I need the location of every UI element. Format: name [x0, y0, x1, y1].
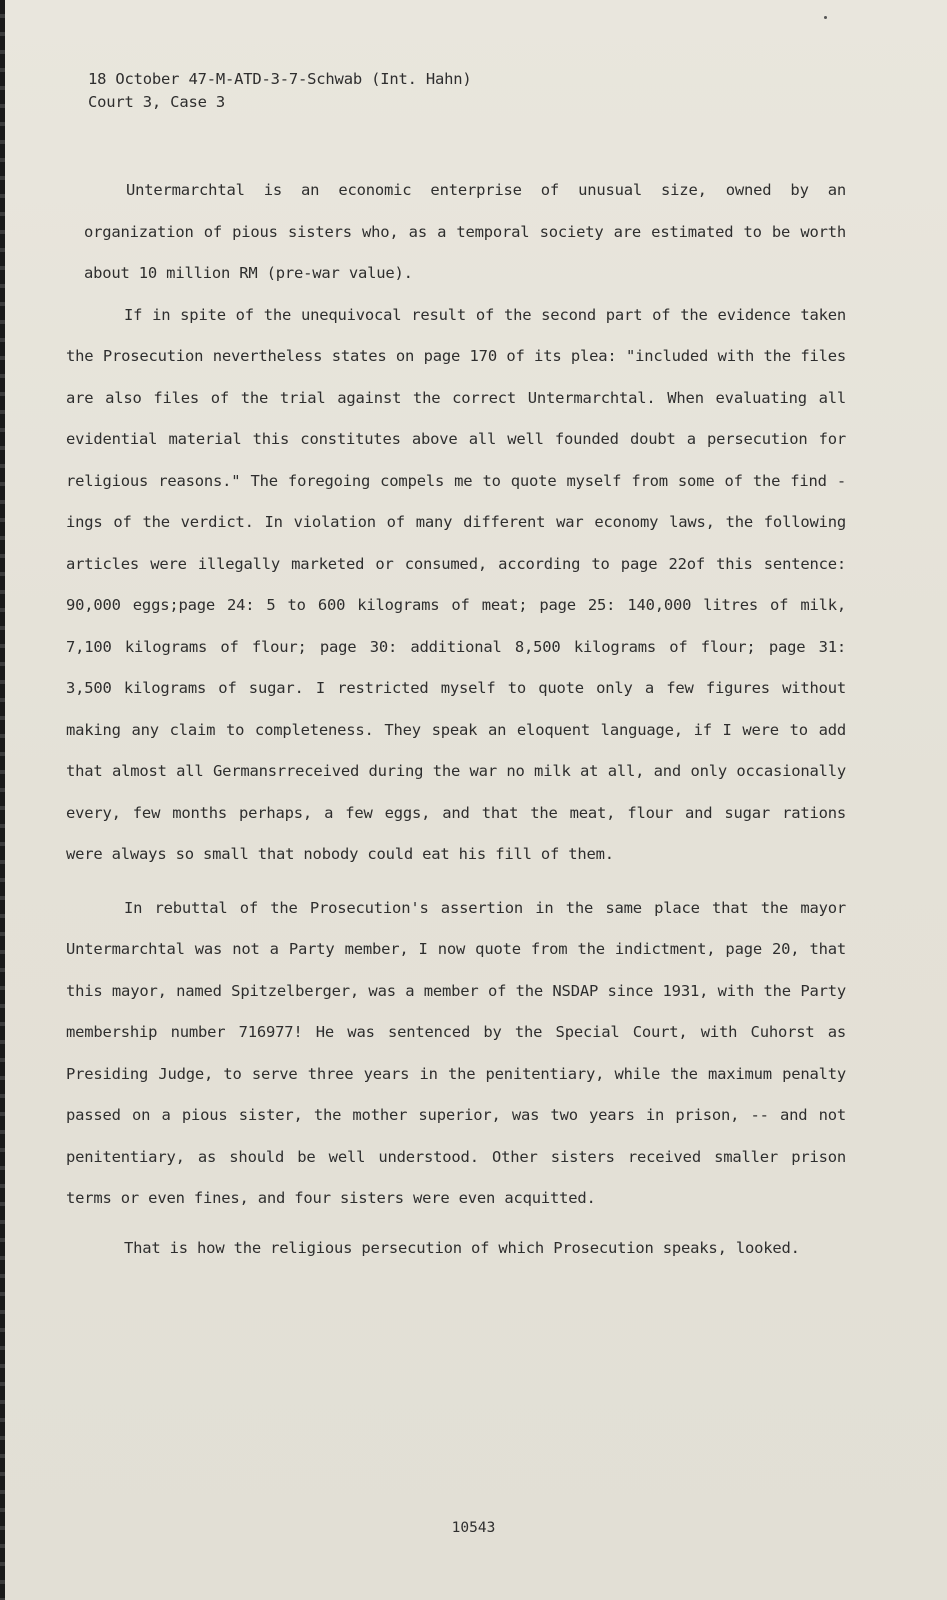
paragraph-untermarchtal: Untermarchtal is an economic enterprise of unusual size, owned by an organization of pious sisters who, as a temporal society are estimated to be worth about 10 million RM (pre-war value). [84, 181, 846, 282]
paragraph-rebuttal: In rebuttal of the Prosecution's assertion in the same place that the mayor Untermarchtal was not a Party member, I now quote from the indictment, page 20, that this mayor, named Spitzelberger, was a member of the NSDAP since 1931, with the Party membership number 716977! He was sentenced by the Special Court, with Cuhorst as Presiding Judge, to serve three years in the penitentiary, while the maximum penalty passed on a pious sister, the mother superior, was two years in prison, -- and not penitentiary, as should be well understood. Other sisters received smaller prison terms or even fines, and four sisters were even acquitted. [66, 898, 846, 1207]
paper-speck [824, 16, 827, 19]
header-court-line: Court 3, Case 3 [88, 93, 225, 111]
binding-edge [0, 0, 5, 1600]
document-header [88, 68, 472, 114]
document-body [66, 170, 846, 1269]
page-number: 10543 [451, 1520, 496, 1536]
paragraph-conclusion: That is how the religious persecution of which Prosecution speaks, looked. [124, 1238, 800, 1257]
header-reference-line: 18 October 47-M-ATD-3-7-Schwab (Int. Hahn) [88, 70, 472, 88]
paragraph-prosecution-plea: If in spite of the unequivocal result of the second part of the evidence taken the Prosecution nevertheless states on page 170 of its plea: "included with the files are also files of the trial against the correct Untermarchtal. When evaluating all evidential material this constitutes above all well founded doubt a persecution for religious reasons." The foregoing compels me to quote myself from some of the find - ings of the verdict. In violation of many different war economy laws, the following articles were illegally marketed or consumed, according to page 22of this sentence: 90,000 eggs;page 24: 5 to 600 kilograms of meat; page 25: 140,000 litres of milk, 7,100 kilograms of flour; page 30: additional 8,500 kilograms of flour; page 31: 3,500 kilograms of sugar. I restricted myself to quote only a few figures without making any claim to completeness. They speak an eloquent language, if I were to add that almost all Germansrreceived during the war no milk at all, and only occasionally every, few months perhaps, a few eggs, and that the meat, flour and sugar rations were always so small that nobody could eat his fill of them. [66, 305, 846, 863]
